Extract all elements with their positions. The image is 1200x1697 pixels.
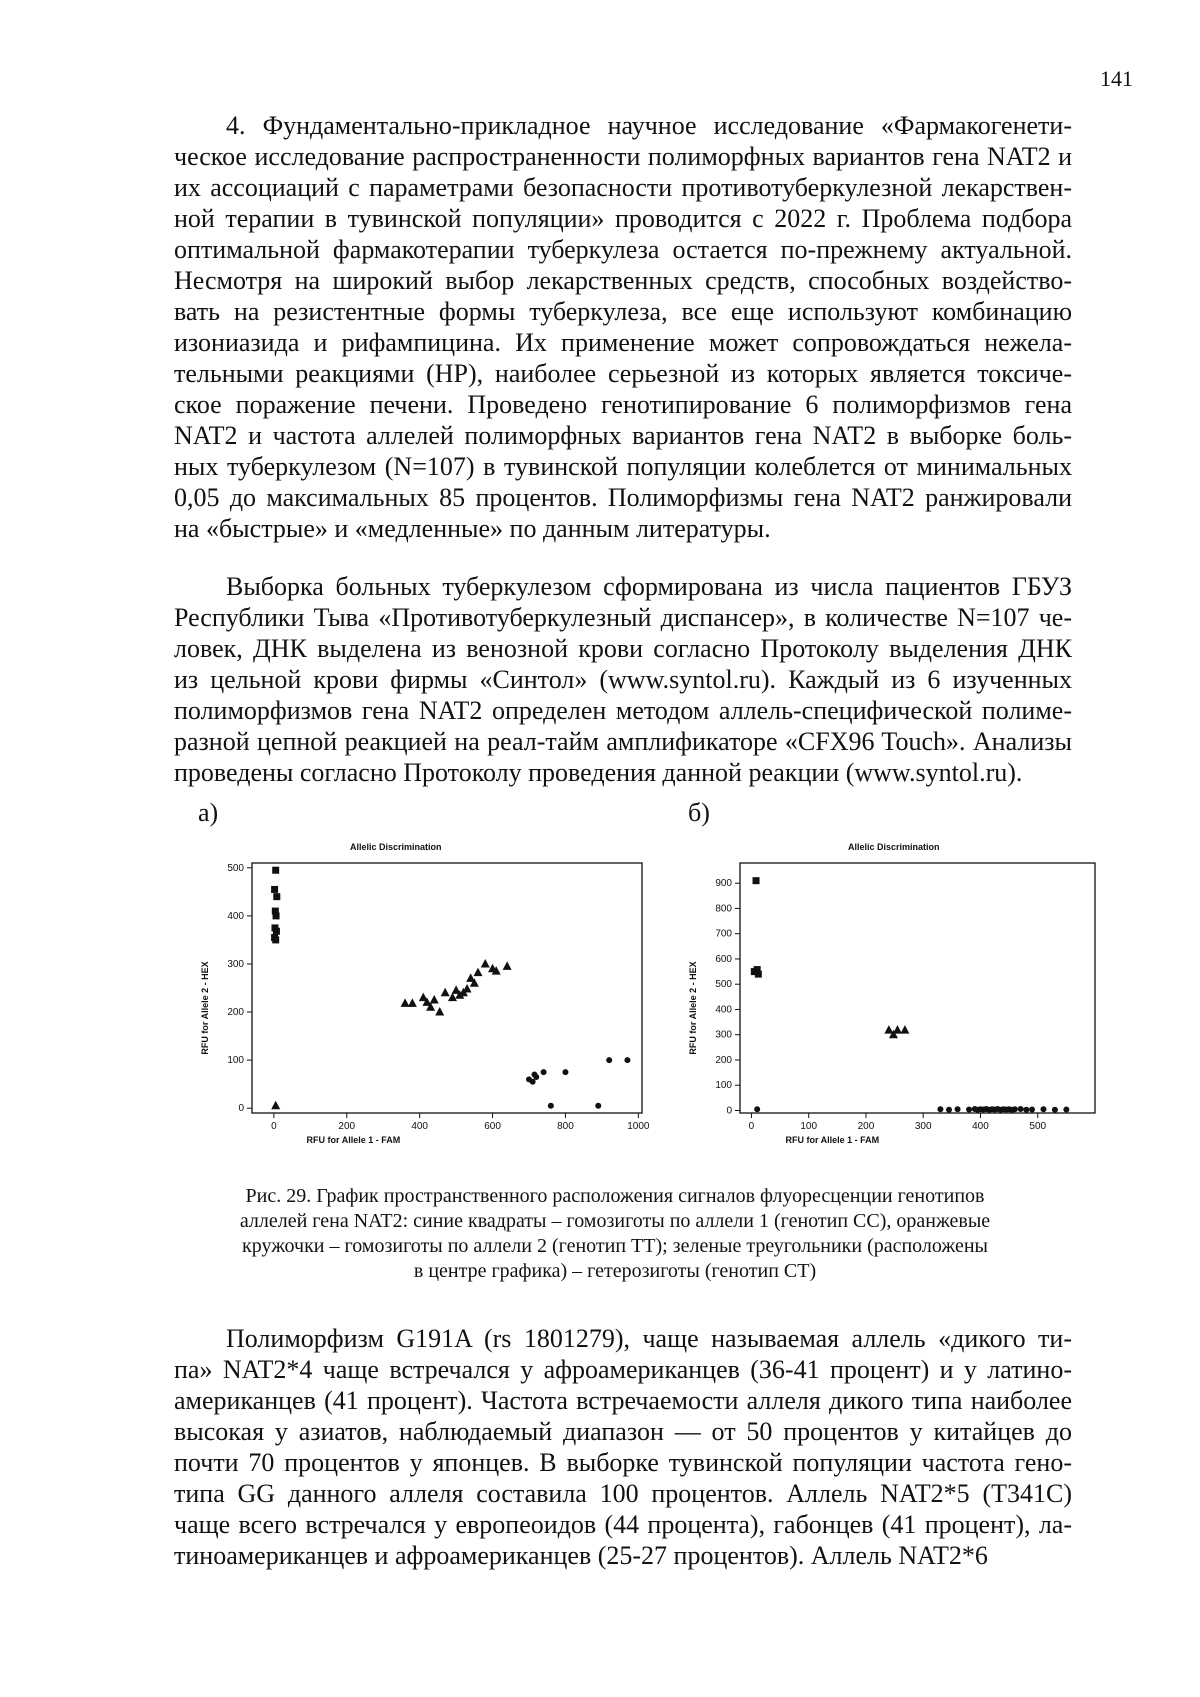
data-point-square <box>272 936 279 943</box>
data-point-circle <box>966 1106 972 1112</box>
text-line: типа GG данного аллеля составила 100 процентов. Аллель NAT2*5 (T341C) <box>174 1479 1072 1508</box>
text-line: их ассоциаций с параметрами безопасности противотуберкулезной лекарствен- <box>174 173 1072 202</box>
data-point-circle <box>606 1057 612 1063</box>
text-line: тиноамериканцев и афроамериканцев (25-27 процентов). Аллель NAT2*6 <box>174 1541 988 1570</box>
text-line: Несмотря на широкий выбор лекарственных средств, способных воздейство- <box>174 266 1072 295</box>
data-point-circle <box>1052 1107 1058 1113</box>
text-line: на «быстрые» и «медленные» по данным литературы. <box>174 514 771 543</box>
scatter-chart-a <box>200 855 660 1165</box>
data-point-triangle <box>435 1007 444 1016</box>
paragraph-polymorphism <box>174 1323 1072 1571</box>
text-line: ных туберкулезом (N=107) в тувинской популяции колеблется от минимальных <box>174 452 1072 481</box>
paragraph-sample <box>174 571 1072 788</box>
text-line: проведены согласно Протоколу проведения данной реакции (www.syntol.ru). <box>174 758 1023 787</box>
caption-line: в центре графика) – гетерозиготы (генотип СТ) <box>413 1260 817 1282</box>
panel-label-a: а) <box>198 798 219 827</box>
data-point-circle <box>530 1079 536 1085</box>
page-number: 141 <box>1100 66 1133 91</box>
panel-label-b: б) <box>688 798 710 827</box>
plot-frame <box>252 863 642 1113</box>
y-tick-label: 300 <box>227 958 244 970</box>
data-point-circle <box>937 1106 943 1112</box>
x-tick-label: 400 <box>972 1121 989 1132</box>
text-line: 0,05 до максимальных 85 процентов. Полиморфизмы гена NAT2 ранжировали <box>174 483 1072 512</box>
y-tick-label: 800 <box>715 903 732 915</box>
y-tick-label: 500 <box>715 979 732 991</box>
data-point-square <box>753 877 760 884</box>
caption-line: аллелей гена NAT2: синие квадраты – гомозиготы по аллели 1 (генотип СС), оранжевые <box>239 1210 991 1232</box>
y-tick-label: 100 <box>715 1080 732 1092</box>
y-tick-label: 300 <box>715 1029 732 1041</box>
x-tick-label: 400 <box>411 1121 429 1132</box>
x-axis-title: RFU for Allele 1 - FAM <box>785 1135 880 1145</box>
y-tick-label: 400 <box>715 1004 732 1016</box>
x-tick-label: 100 <box>800 1121 818 1132</box>
scatter-chart-b <box>690 855 1110 1165</box>
data-point-triangle <box>463 984 472 993</box>
caption-line: кружочки – гомозиготы по аллели 2 (генотип ТТ); зеленые треугольники (расположены <box>242 1235 988 1257</box>
text-line: Республики Тыва «Противотуберкулезный диспансер», в количестве N=107 че- <box>174 603 1072 632</box>
data-point-circle <box>595 1103 601 1109</box>
text-line: ной терапии в тувинской популяции» проводится с 2022 г. Проблема подбора <box>174 204 1072 233</box>
text-line: оптимальной фармакотерапии туберкулеза остается по-прежнему актуальной. <box>174 235 1072 264</box>
y-tick-label: 700 <box>715 928 732 940</box>
data-point-circle <box>1018 1106 1024 1112</box>
text-line: американцев (41 процент). Частота встречаемости аллеля дикого типа наиболее <box>174 1386 1072 1415</box>
text-line: вать на резистентные формы туберкулеза, все еще используют комбинацию <box>174 297 1072 326</box>
y-tick-label: 0 <box>238 1103 244 1115</box>
text-line: ское поражение печени. Проведено генотипирование 6 полиморфизмов гена <box>174 390 1072 419</box>
x-tick-label: 0 <box>271 1121 277 1132</box>
chart-b-title: Allelic Discrimination <box>848 842 940 852</box>
text-line: 4. Фундаментально-прикладное научное исследование «Фармакогенети- <box>226 111 1072 140</box>
data-point-circle <box>946 1107 952 1113</box>
text-line: Выборка больных туберкулезом сформирована из числа пациентов ГБУЗ <box>226 572 1072 601</box>
data-point-circle <box>1023 1107 1029 1113</box>
y-tick-label: 200 <box>227 1007 244 1019</box>
data-point-circle <box>533 1074 539 1080</box>
data-point-triangle <box>503 961 512 970</box>
x-tick-label: 300 <box>914 1121 932 1132</box>
y-tick-label: 900 <box>715 878 732 890</box>
y-tick-label: 500 <box>227 862 244 874</box>
x-axis-title: RFU for Allele 1 - FAM <box>306 1135 401 1145</box>
y-axis-title: RFU for Allele 2 - HEX <box>200 961 210 1055</box>
text-line: NAT2 и частота аллелей полиморфных вариантов гена NAT2 в выборке боль- <box>174 421 1072 450</box>
text-line: па» NAT2*4 чаще встречался у афроамериканцев (36-41 процент) и у латино- <box>174 1355 1072 1384</box>
x-tick-label: 200 <box>857 1121 875 1132</box>
text-line: чаще всего встречался у европеоидов (44 процента), габонцев (41 процент), ла- <box>174 1510 1072 1539</box>
y-tick-label: 100 <box>227 1055 244 1067</box>
data-point-circle <box>562 1069 568 1075</box>
text-line: полиморфизмов гена NAT2 определен методом аллель-специфической полиме- <box>174 696 1072 725</box>
data-point-circle <box>1012 1106 1018 1112</box>
y-axis-title: RFU for Allele 2 - HEX <box>688 961 698 1055</box>
x-tick-label: 200 <box>338 1121 356 1132</box>
data-point-square <box>755 971 762 978</box>
data-point-square <box>272 867 279 874</box>
text-line: почти 70 процентов у японцев. В выборке тувинской популяции частота гено- <box>174 1448 1072 1477</box>
data-point-triangle <box>271 1101 280 1110</box>
text-line: из цельной крови фирмы «Синтол» (www.syntol.ru). Каждый из 6 изученных <box>174 665 1072 694</box>
chart-a-title: Allelic Discrimination <box>350 842 442 852</box>
x-tick-label: 800 <box>557 1121 574 1132</box>
data-point-triangle <box>900 1025 909 1034</box>
data-point-triangle <box>481 959 490 968</box>
data-point-square <box>273 893 280 900</box>
y-tick-label: 200 <box>715 1054 732 1066</box>
x-tick-label: 600 <box>484 1121 501 1132</box>
x-tick-label: 0 <box>748 1121 755 1132</box>
data-point-circle <box>1029 1106 1035 1112</box>
data-point-triangle <box>441 988 450 997</box>
data-point-circle <box>1040 1106 1046 1112</box>
plot-frame <box>740 863 1095 1113</box>
y-tick-label: 600 <box>715 953 732 965</box>
data-point-circle <box>548 1103 554 1109</box>
y-tick-label: 400 <box>227 910 244 922</box>
paragraph-research-study <box>174 110 1072 544</box>
text-line: изониазида и рифампицина. Их применение может сопровождаться нежела- <box>174 328 1072 357</box>
data-point-triangle <box>430 995 439 1004</box>
data-point-circle <box>624 1057 630 1063</box>
data-point-circle <box>1063 1106 1069 1112</box>
data-point-circle <box>955 1106 961 1112</box>
text-line: Полиморфизм G191A (rs 1801279), чаще называемая аллель «дикого ти- <box>226 1324 1072 1353</box>
x-tick-label: 1000 <box>627 1121 650 1132</box>
data-point-square <box>273 912 280 919</box>
data-point-triangle <box>884 1025 893 1034</box>
text-line: разной цепной реакцией на реал-тайм амплификаторе «CFX96 Touch». Анализы <box>174 727 1072 756</box>
data-point-square <box>271 886 278 893</box>
data-point-square <box>273 928 280 935</box>
text-line: ческое исследование распространенности полиморфных вариантов гена NAT2 и <box>174 142 1072 171</box>
text-line: ловек, ДНК выделена из венозной крови согласно Протоколу выделения ДНК <box>174 634 1072 663</box>
data-point-triangle <box>401 998 410 1007</box>
y-tick-label: 0 <box>726 1105 732 1117</box>
figure-caption <box>190 1184 1040 1284</box>
caption-line: Рис. 29. График пространственного расположения сигналов флуоресценции генотипов <box>245 1185 985 1207</box>
x-tick-label: 500 <box>1029 1121 1047 1132</box>
data-point-circle <box>754 1106 760 1112</box>
text-line: высокая у азиатов, наблюдаемый диапазон — от 50 процентов у китайцев до <box>174 1417 1072 1446</box>
data-point-triangle <box>408 998 417 1007</box>
text-line: тельными реакциями (НР), наиболее серьезной из которых является токсиче- <box>174 359 1072 388</box>
data-point-triangle <box>473 968 482 977</box>
data-point-circle <box>541 1069 547 1075</box>
